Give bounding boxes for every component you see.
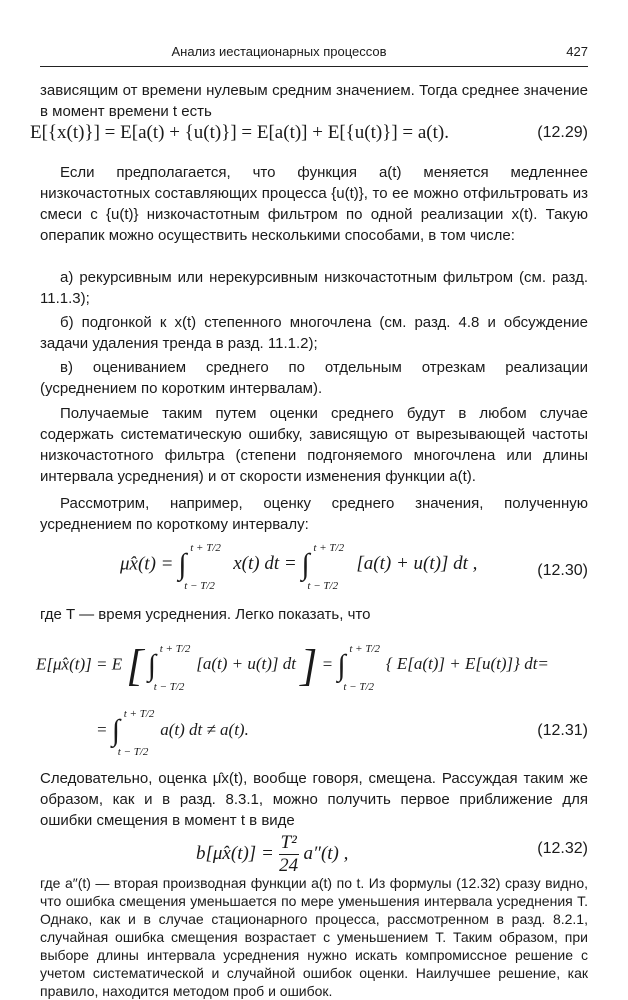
list-item-c: в) оцениванием среднего по отдельным отрезкам реализации (усреднением по коротким интервалам). <box>40 359 588 397</box>
paragraph-example: Рассмотрим, например, оценку среднего значения, полученную усреднением по короткому интервалу: <box>40 495 588 533</box>
paragraph-filtering: Если предполагается, что функция a(t) меняется медленнее низкочастотных составляющих процесса {u(t)}, то ее можно отфильтровать из смеси с {u(t)} низкочастотным фильтром по одной реализации x(t). Такую операпик можно осуществить несколькими способами, в том числе: <box>40 164 588 244</box>
equation-number-12-30: (12.30) <box>537 562 588 579</box>
fraction <box>279 832 299 877</box>
integral-sign: ∫ t + T/2 t − T/2 <box>111 708 155 758</box>
equation-12-29: E[{x(t)}] = E[a(t) + {u(t)}] = E[a(t)] + E[{u(t)}] = a(t). <box>30 122 449 143</box>
fraction-denominator: 24 <box>279 855 299 876</box>
integral-lower-limit: t − T/2 <box>153 680 185 693</box>
equation-number-12-32: (12.32) <box>537 840 588 857</box>
integral-lower-limit: t − T/2 <box>343 680 374 693</box>
list-item-b: б) подгонкой к x(t) степенного многочлена (см. разд. 4.8 и обсуждение задачи удаления тренда в разд. 11.1.2); <box>40 314 588 352</box>
integral-lower-limit: t − T/2 <box>117 746 149 758</box>
left-bracket: [ <box>126 641 144 690</box>
integral-sign: ∫ t + T/2 t − T/2 <box>301 542 345 592</box>
eq30-lhs: μ̂x(t) = <box>120 553 174 575</box>
eq32-rhs: a″(t) , <box>303 842 349 864</box>
paragraph-intro: зависящим от времени нулевым средним значением. Тогда среднее значение в момент времени t есть <box>40 82 588 120</box>
eq31-lhs: E[μ̂x(t)] = E <box>36 654 123 674</box>
page-number: 427 <box>566 44 588 59</box>
right-bracket: ] <box>300 641 318 690</box>
integral-upper-limit: t + T/2 <box>349 642 380 655</box>
equation-12-31-line2 <box>96 708 249 758</box>
eq31-equals: = <box>321 654 334 674</box>
integral-upper-limit: t + T/2 <box>190 542 221 554</box>
eq31-integrand: [a(t) + u(t)] dt <box>196 654 296 674</box>
running-head <box>40 44 588 67</box>
eq31-cont-equals: = <box>96 719 112 739</box>
integral-sign: ∫ t + T/2 t − T/2 <box>337 642 380 693</box>
list-item-a: а) рекурсивным или нерекурсивным низкочастотным фильтром (см. разд. 11.1.3); <box>40 269 588 307</box>
paragraph-bias: Следовательно, оценка μ̂x(t), вообще говоря, смещена. Рассуждая таким же образом, как и в разд. 8.3.1, можно получить первое приближение для ошибки смещения в момент t в виде <box>40 770 588 829</box>
integral-sign: ∫ t + T/2 t − T/2 <box>178 542 221 592</box>
eq30-middle: x(t) dt = <box>233 553 297 575</box>
integral-upper-limit: t + T/2 <box>123 708 155 720</box>
eq30-rhs: [a(t) + u(t)] dt , <box>356 553 478 575</box>
integral-lower-limit: t − T/2 <box>307 580 339 592</box>
equation-12-32 <box>196 832 348 877</box>
equation-number-12-31: (12.31) <box>537 722 588 739</box>
equation-12-30 <box>120 542 478 592</box>
eq32-lhs: b[μ̂x(t)] = <box>196 842 274 864</box>
paragraph-conclusion: где a″(t) — вторая производная функции a(t) по t. Из формулы (12.32) сразу видно, что ошибка смещения уменьшается по мере уменьшения интервала усреднения T. Однако, как и в случае стационарного процесса, рассмотренном в разд. 8.2.1, случайная ошибка смещения возрастает с уменьшением T. Таким образом, при выборе длины интервала усреднения нужно искать компромиссное решение с учетом систематической и случайной ошибок оценки. Наилучшее решение, как правило, находится методом проб и ошибок. <box>40 875 588 999</box>
fraction-numerator: T² <box>280 832 297 853</box>
integral-sign: ∫ t + T/2 t − T/2 <box>147 642 191 693</box>
integral-upper-limit: t + T/2 <box>313 542 345 554</box>
eq31-cont-body: a(t) dt ≠ a(t). <box>160 719 249 739</box>
equation-number-12-29: (12.29) <box>537 124 588 141</box>
running-head-title: Анализ иестационарных процессов <box>171 44 387 59</box>
eq31-rhs: { E[a(t)] + E[u(t)]} dt= <box>385 654 549 674</box>
paragraph-systematic-error: Получаемые таким путем оценки среднего будут в любом случае содержать систематическую ошибку, зависящую от вырезывающей частоты низкочастотного фильтра (степени подгоняемого многочлена или длины интервала усреднения) и от скорости изменения функции a(t). <box>40 405 588 485</box>
equation-12-31-line1 <box>36 640 549 691</box>
integral-lower-limit: t − T/2 <box>184 580 215 592</box>
paragraph-where-T: где T — время усреднения. Легко показать, что <box>40 606 371 623</box>
integral-upper-limit: t + T/2 <box>159 642 191 655</box>
